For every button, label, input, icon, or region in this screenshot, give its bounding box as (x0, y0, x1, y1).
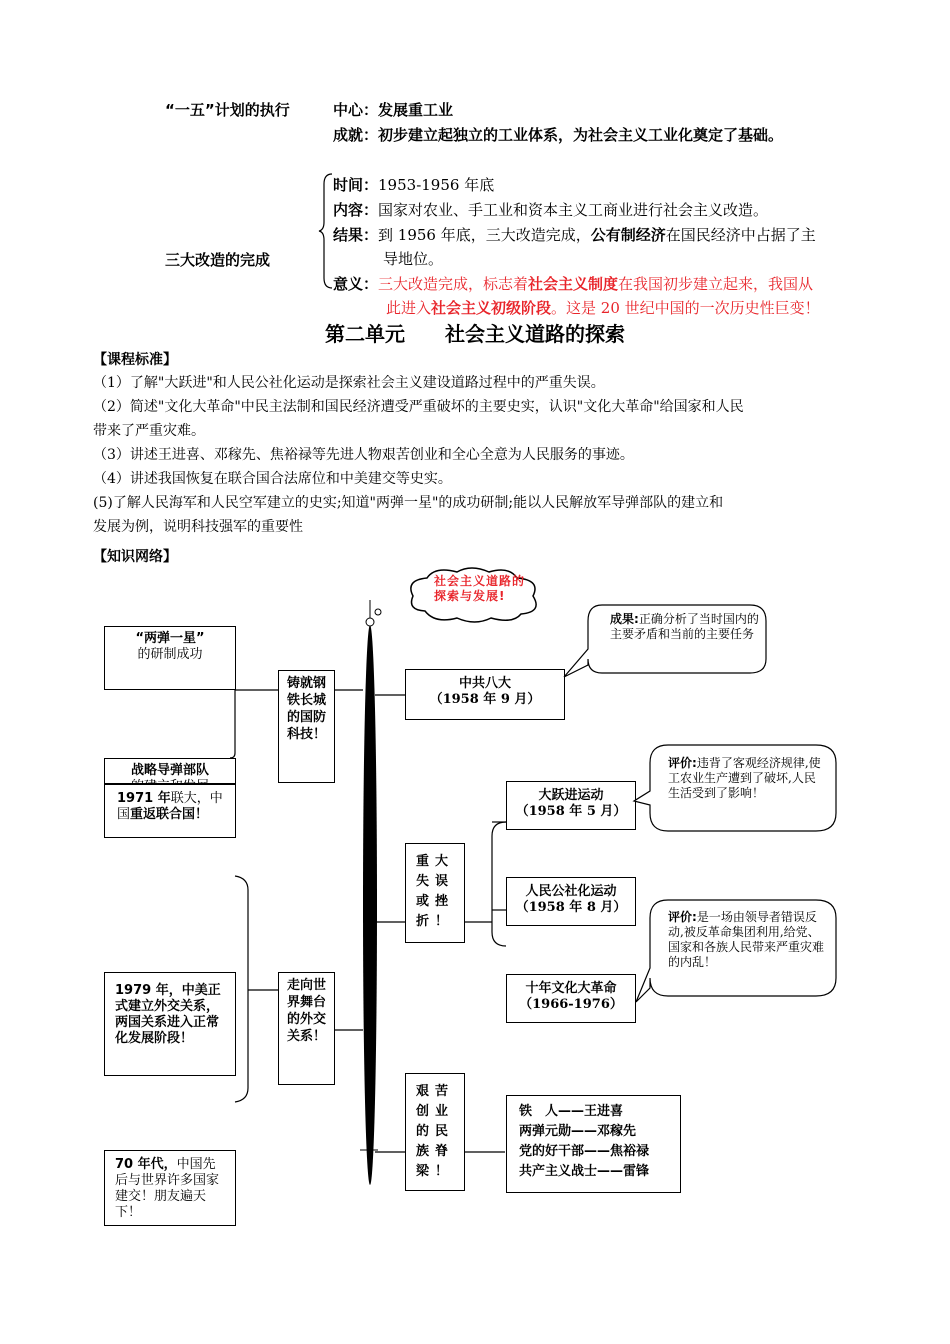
result-line2: 导地位。 (383, 250, 444, 268)
un-year: 1971 年 (117, 791, 171, 806)
standard-item: 发展为例，说明科技强军的重要性 (93, 519, 303, 535)
plan-achievement (333, 124, 783, 146)
steel-wall-box (278, 670, 335, 783)
standards-heading: 【课程标准】 (93, 352, 177, 368)
meaning-2: 在我国初步建立起来，我国从 (618, 275, 814, 293)
reform-meaning-line2 (386, 297, 820, 319)
meaning-4: 。这是 20 世纪中国的一次历史性巨变！ (551, 299, 820, 317)
cr-note (668, 910, 826, 970)
meaning-3: 此进入 (386, 299, 432, 317)
center-label: 中心： (333, 101, 379, 119)
reform-brace (318, 172, 334, 290)
heroes-box (506, 1095, 681, 1193)
meaning-label: 意义： (333, 275, 379, 293)
time-value: 1953-1956 年底 (378, 176, 495, 194)
achieve-value: 初步建立起独立的工业体系，为社会主义工业化奠定了基础。 (378, 126, 784, 144)
cr-note-text: 是一场由领导者错误反动,被反革命集团利用,给党、国家和各族人民带来严重灾难的内乱！ (668, 910, 825, 969)
hero-item: 两弹元勋——邓稼先 (519, 1124, 637, 1139)
hero-item: 党的好干部——焦裕禄 (519, 1144, 650, 1159)
cr-line2: （1966-1976） (519, 997, 623, 1012)
result-post: 在国民经济中占据了主 (665, 226, 816, 244)
un-bold: 重返联合国！ (130, 807, 209, 822)
cpc8-line1: 中共八大 (458, 676, 511, 691)
world-stage-box (278, 972, 335, 1085)
result-bold: 公有制经济 (590, 226, 666, 244)
un-box (104, 784, 236, 838)
content-value: 国家对农业、手工业和资本主义工商业进行社会主义改造。 (378, 201, 769, 219)
standards-list (93, 373, 873, 541)
reform-time (333, 174, 494, 196)
un-text1: 联大，中 (170, 791, 223, 806)
cpc8-box (405, 669, 565, 720)
leap-line2: （1958 年 5 月） (515, 804, 627, 819)
two-bombs-box (104, 626, 236, 690)
commune-box (506, 877, 636, 926)
achieve-label: 成就： (333, 126, 379, 144)
seventies-text: 中国先后与世界许多国家建交！朋友遍天下！ (115, 1157, 220, 1220)
pillar-text: 艰苦创业的民族脊梁！ (415, 1084, 454, 1179)
unit-title: 第二单元 社会主义道路的探索 (325, 322, 625, 346)
plan-center (333, 99, 453, 121)
pillar-box (405, 1073, 465, 1191)
commune-line1: 人民公社化运动 (525, 884, 617, 899)
leap-note-bold: 评价: (668, 756, 697, 770)
setback-text: 重大失误或挫折！ (415, 854, 454, 929)
reform-label: 三大改造的完成 (165, 251, 271, 269)
cpc8-note-bold: 成果: (610, 612, 639, 626)
reform-result (333, 224, 816, 246)
leap-note-text: 违背了客观经济规律,使工农业生产遭到了破坏,人民生活受到了影响！ (668, 756, 821, 800)
meaning-bold2: 社会主义初级阶段 (431, 299, 552, 317)
network-heading: 【知识网络】 (93, 549, 177, 565)
world-stage-text: 走向世界舞台的外交关系！ (286, 978, 326, 1044)
seventies-box (104, 1150, 236, 1226)
hero-item: 铁 人——王进喜 (519, 1104, 624, 1119)
leap-note (668, 756, 826, 801)
standard-item: （4）讲述我国恢复在联合国合法席位和中美建交等史实。 (93, 471, 452, 487)
cloud-title: 社会主义道路的探索与发展! (434, 574, 526, 603)
standard-item: 带来了严重灾难。 (93, 423, 205, 439)
center-value: 发展重工业 (378, 101, 454, 119)
two-bombs-line1: “两弹一星” (135, 631, 205, 646)
steel-wall-text: 铸就钢铁长城的国防科技！ (286, 676, 326, 742)
plan-label: “一五”计划的执行 (165, 101, 290, 119)
un-text2: 国 (117, 807, 131, 822)
result-pre: 到 1956 年底，三大改造完成， (378, 226, 591, 244)
meaning-bold1: 社会主义制度 (528, 275, 619, 293)
sino-us-box (104, 972, 236, 1076)
content-label: 内容： (333, 201, 379, 219)
cr-box (506, 974, 636, 1023)
reform-meaning (333, 273, 813, 295)
hero-item: 共产主义战士——雷锋 (519, 1164, 650, 1179)
setback-box (405, 843, 465, 943)
time-label: 时间： (333, 176, 379, 194)
missile-line1: 战略导弹部队 (130, 763, 209, 778)
standard-item: (5)了解人民海军和人民空军建立的史实;知道"两弹一星"的成功研制;能以人民解放军导弹部队的建立和 (93, 495, 724, 511)
cpc8-note (610, 612, 760, 642)
reform-content (333, 199, 768, 221)
cr-line1: 十年文化大革命 (525, 981, 617, 996)
two-bombs-line2: 的研制成功 (137, 647, 203, 662)
missile-box (104, 758, 236, 784)
meaning-1: 三大改造完成，标志着 (378, 275, 529, 293)
result-label: 结果： (333, 226, 379, 244)
cr-note-bold: 评价: (668, 910, 697, 924)
commune-line2: （1958 年 8 月） (515, 900, 627, 915)
cpc8-note-text: 正确分析了当时国内的主要矛盾和当前的主要任务 (610, 612, 759, 641)
standard-item: （1）了解"大跃进"和人民公社化运动是探索社会主义建设道路过程中的严重失误。 (93, 375, 605, 391)
seventies-bold: 70 年代， (115, 1157, 177, 1172)
sino-us-text: 1979 年，中美正式建立外交关系，两国关系进入正常化发展阶段！ (115, 983, 221, 1046)
leap-line1: 大跃进运动 (538, 788, 604, 803)
cpc8-line2: （1958 年 9 月） (429, 692, 541, 707)
leap-box (506, 781, 636, 830)
standard-item: （2）简述"文化大革命"中民主法制和国民经济遭受严重破坏的主要史实，认识"文化大革命"给国家和人民 (93, 399, 744, 415)
standard-item: （3）讲述王进喜、邓稼先、焦裕禄等先进人物艰苦创业和全心全意为人民服务的事迹。 (93, 447, 634, 463)
